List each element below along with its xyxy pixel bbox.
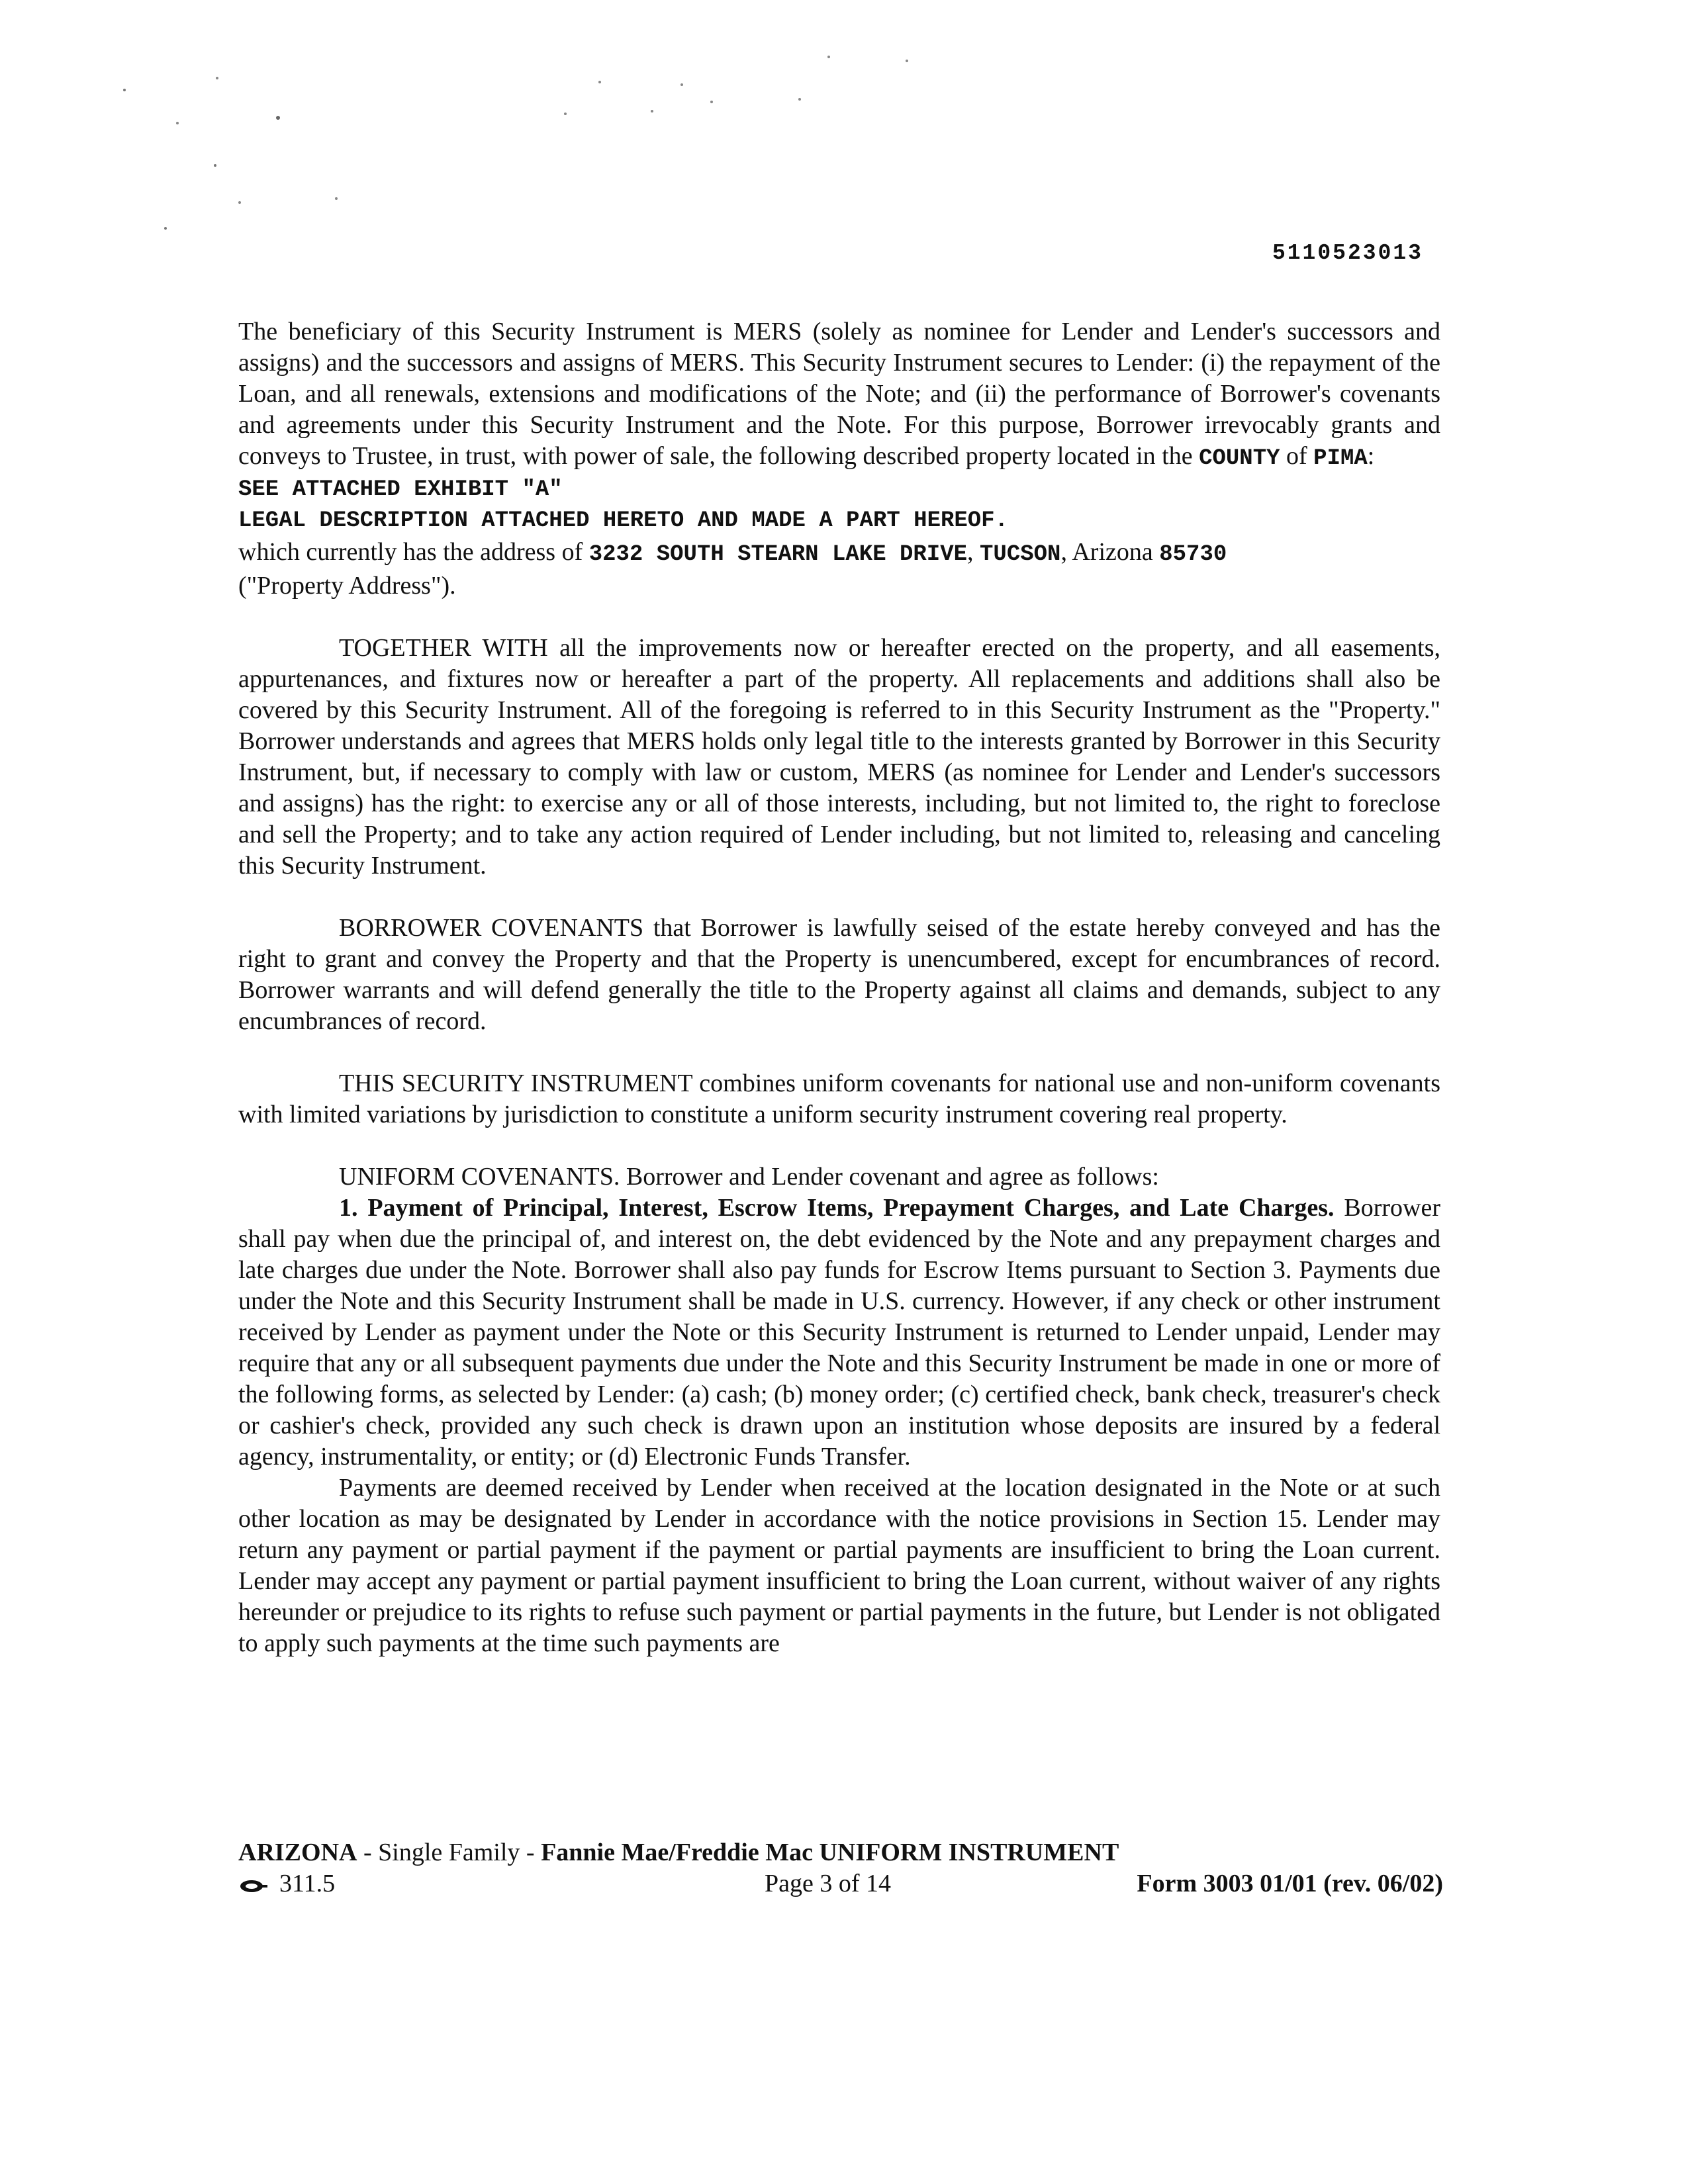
county-label: COUNTY bbox=[1199, 446, 1280, 471]
address-city: TUCSON bbox=[980, 542, 1061, 567]
address-paragraph bbox=[238, 537, 1440, 602]
document-body bbox=[238, 316, 1440, 1659]
payments-paragraph: Payments are deemed received by Lender when received at the location designated in the Note or at such other location as may be designated by Lender in accordance with the notice provisions in Section 15. Lender may return any payment or partial payment if the payment or partial payments are insufficient to bring the Loan current. Lender may accept any payment or partial payment insufficient to bring the Loan current, without waiver of any rights hereunder or prejudice to its rights to refuse such payment or partial payments in the future, but Lender is not obligated to apply such payments at the time such payments are bbox=[238, 1474, 1440, 1657]
footer-code-text: 311.5 bbox=[279, 1870, 336, 1897]
page-footer bbox=[238, 1837, 1443, 1899]
footer-separator: - Single Family - bbox=[357, 1839, 541, 1866]
footer-page-number: Page 3 of 14 bbox=[765, 1870, 892, 1897]
address-suffix: ("Property Address"). bbox=[238, 572, 456, 600]
form-logo-icon bbox=[238, 1878, 267, 1894]
address-state: , Arizona bbox=[1060, 538, 1160, 566]
address-zip: 85730 bbox=[1159, 542, 1227, 567]
security-instrument-paragraph: THIS SECURITY INSTRUMENT combines uniform covenants for national use and non-uniform covenants with limited variations by jurisdiction to constitute a uniform security instrument covering real property. bbox=[238, 1069, 1440, 1128]
borrower-covenants-paragraph: BORROWER COVENANTS that Borrower is lawfully seised of the estate hereby conveyed and has the right to grant and convey the Property and that the Property is unencumbered, except for encumbrances of record. Borrower warrants and will defend generally the title to the Property against all claims and demands, subject to any encumbrances of record. bbox=[238, 914, 1440, 1035]
footer-state: ARIZONA bbox=[238, 1839, 357, 1866]
beneficiary-text: The beneficiary of this Security Instrument is MERS (solely as nominee for Lender and Lender's successors and assigns) and the successors and assigns of MERS. This Security Instrument secures to Lender: (i) the repayment of the Loan, and all renewals, extensions and modifications of the Note; and (ii) the performance of Borrower's covenants and agreements under this Security Instrument and the Note. For this purpose, Borrower irrevocably grants and conveys to Trustee, in trust, with power of sale, the following described property located in the bbox=[238, 318, 1440, 470]
legal-line-1: SEE ATTACHED EXHIBIT "A" bbox=[238, 477, 563, 502]
footer-info-line bbox=[238, 1868, 1443, 1899]
section-1-paragraph bbox=[238, 1193, 1440, 1473]
section-1-text: Borrower shall pay when due the principal of, and interest on, the debt evidenced by the Note and any prepayment charges and late charges due under the Note. Borrower shall also pay funds for Escrow Items pursuant to Section 3. Payments due under the Note and this Security Instrument shall be made in U.S. currency. However, if any check or other instrument received by Lender as payment under the Note or this Security Instrument is returned to Lender unpaid, Lender may require that any or all subsequent payments due under the Note and this Security Instrument be made in one or more of the following forms, as selected by Lender: (a) cash; (b) money order; (c) certified check, bank check, treasurer's check or cashier's check, provided any such check is drawn upon an institution whose deposits are insured by a federal agency, instrumentality, or entity; or (d) Electronic Funds Transfer. bbox=[238, 1194, 1440, 1471]
together-with-paragraph: TOGETHER WITH all the improvements now or hereafter erected on the property, and all easements, appurtenances, and fixtures now or hereafter a part of the property. All replacements and additions shall also be covered by this Security Instrument. All of the foregoing is referred to in this Security Instrument as the "Property." Borrower understands and agrees that MERS holds only legal title to the interests granted by Borrower in this Security Instrument, but, if necessary to comply with law or custom, MERS (as nominee for Lender and Lender's successors and assigns) has the right: to exercise any or all of those interests, including, but not limited to, the right to foreclose and sell the Property; and to take any action required of Lender including, but not limited to, releasing and canceling this Security Instrument. bbox=[238, 634, 1440, 880]
address-street: 3232 SOUTH STEARN LAKE DRIVE bbox=[588, 542, 968, 567]
footer-code bbox=[238, 1868, 335, 1899]
footer-form-id: Form 3003 01/01 (rev. 06/02) bbox=[1137, 1870, 1443, 1897]
county-colon: : bbox=[1367, 442, 1375, 470]
footer-title-line bbox=[238, 1837, 1443, 1868]
uniform-covenants-paragraph: UNIFORM COVENANTS. Borrower and Lender covenant and agree as follows: bbox=[339, 1163, 1159, 1191]
address-prefix: which currently has the address of bbox=[238, 538, 589, 566]
county-name: PIMA bbox=[1313, 446, 1368, 471]
footer-brand: Fannie Mae/Freddie Mac UNIFORM INSTRUMENT bbox=[541, 1839, 1119, 1866]
document-number: 5110523013 bbox=[1272, 241, 1423, 265]
county-of: of bbox=[1280, 442, 1314, 470]
section-1-title: 1. Payment of Principal, Interest, Escrow Items, Prepayment Charges, and Late Charges. bbox=[339, 1194, 1335, 1222]
scan-specks bbox=[0, 0, 927, 265]
legal-line-2: LEGAL DESCRIPTION ATTACHED HERETO AND MADE A PART HEREOF. bbox=[238, 508, 1008, 533]
address-comma: , bbox=[967, 538, 980, 566]
beneficiary-paragraph bbox=[238, 316, 1440, 475]
